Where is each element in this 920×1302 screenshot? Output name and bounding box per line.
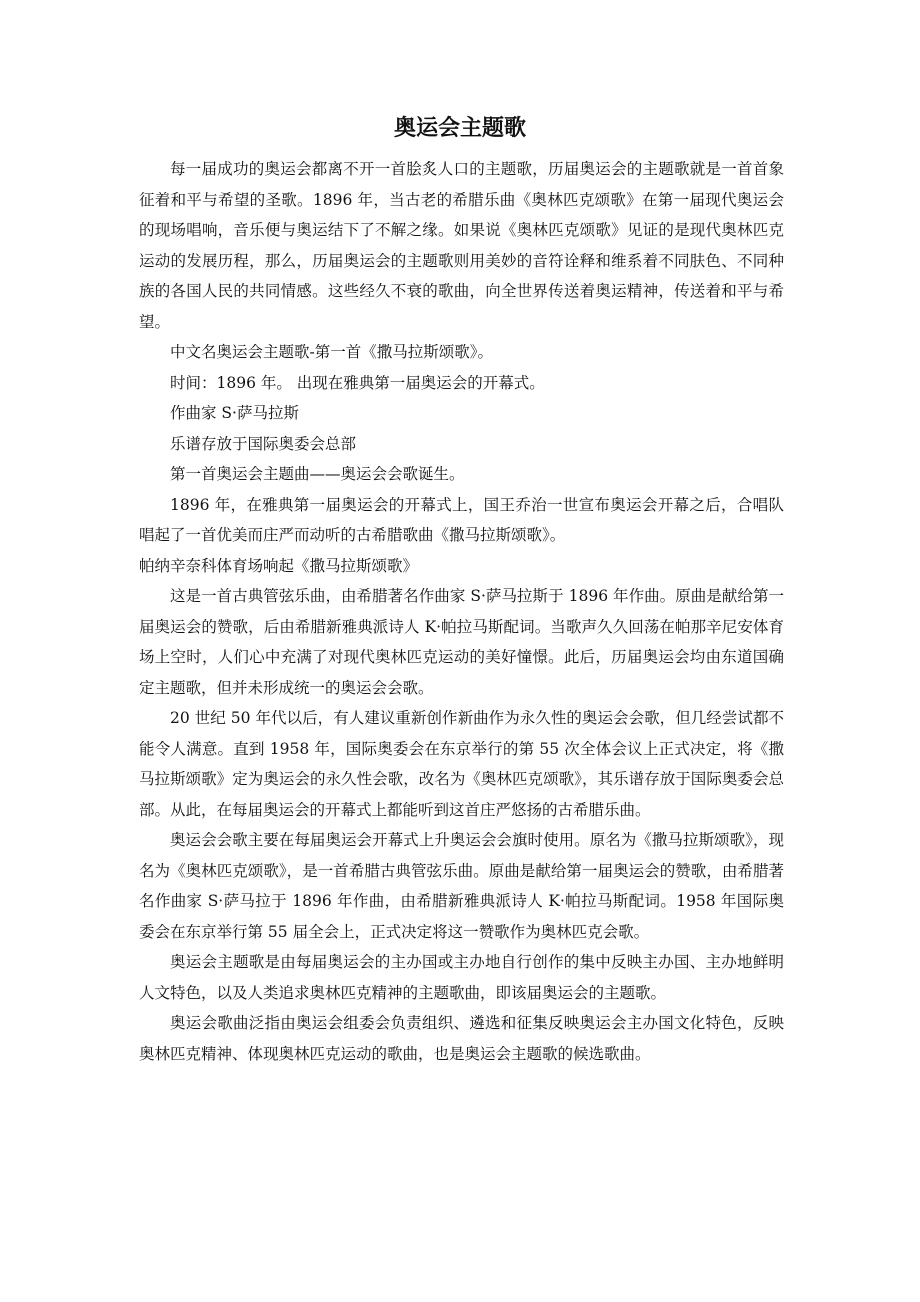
document-title: 奥运会主题歌 — [393, 116, 526, 141]
paragraph-orchestral-piece: 这是一首古典管弦乐曲，由希腊著名作曲家 S·萨马拉斯于 1896 年作曲。原曲是献给第一届奥运会的赞歌，后由希腊新雅典派诗人 K·帕拉马斯配词。当歌声久久回荡在帕那辛尼安体育场上空时，人们心中充满了对现代奥林匹克运动的美好憧憬。此后，历届奥运会均由东道国确定主题歌，但并未形成统一的奥运会会歌。 — [139, 587, 784, 697]
paragraph-1896-opening: 1896 年，在雅典第一届奥运会的开幕式上，国王乔治一世宣布奥运会开幕之后，合唱队唱起了一首优美而庄严而动听的古希腊歌曲《撒马拉斯颂歌》。 — [139, 495, 784, 544]
document-body — [139, 154, 784, 1069]
paragraph-stadium-caption: 帕纳辛奈科体育场响起《撒马拉斯颂歌》 — [139, 556, 419, 575]
paragraph-theme-song-definition: 奥运会主题歌是由每届奥运会的主办国或主办地自行创作的集中反映主办国、主办地鲜明人文特色，以及人类追求奥林匹克精神的主题歌曲，即该届奥运会的主题歌。 — [139, 953, 784, 1002]
paragraph-1958-decision: 20 世纪 50 年代以后，有人建议重新创作新曲作为永久性的奥运会会歌，但几经尝试都不能令人满意。直到 1958 年，国际奥委会在东京举行的第 55 次全体会议上正式决定，将《撒马拉斯颂歌》定为奥运会的永久性会歌，改名为《奥林匹克颂歌》，其乐谱存放于国际奥委会总部。从此，在每届奥运会的开幕式上都能听到这首庄严悠扬的古希腊乐曲。 — [139, 709, 784, 819]
paragraph-composer: 作曲家 S·萨马拉斯 — [170, 404, 299, 422]
paragraph-first-anthem: 第一首奥运会主题曲——奥运会会歌诞生。 — [170, 465, 465, 483]
paragraph-chinese-name: 中文名奥运会主题歌-第一首《撒马拉斯颂歌》。 — [170, 343, 493, 361]
paragraph-time: 时间：1896 年。 出现在雅典第一届奥运会的开幕式。 — [170, 373, 545, 392]
paragraph-intro: 每一届成功的奥运会都离不开一首脍炙人口的主题歌，历届奥运会的主题歌就是一首首象征着和平与希望的圣歌。1896 年，当古老的希腊乐曲《奥林匹克颂歌》在第一届现代奥运会的现场唱响，音乐便与奥运结下了不解之缘。如果说《奥林匹克颂歌》见证的是现代奥林匹克运动的发展历程，那么，历届奥运会的主题歌则用美妙的音符诠释和维系着不同肤色、不同种族的各国人民的共同情感。这些经久不衰的歌曲，向全世界传送着奥运精神，传送着和平与希望。 — [139, 160, 784, 331]
paragraph-anthem-usage: 奥运会会歌主要在每届奥运会开幕式上升奥运会会旗时使用。原名为《撒马拉斯颂歌》，现名为《奥林匹克颂歌》，是一首希腊古典管弦乐曲。原曲是献给第一届奥运会的赞歌，由希腊著名作曲家 S·萨马拉于 1896 年作曲，由希腊新雅典派诗人 K·帕拉马斯配词。1958 年国际奥委会在东京举行第 55 届全会上，正式决定将这一赞歌作为奥林匹克会歌。 — [139, 831, 784, 941]
paragraph-score-location: 乐谱存放于国际奥委会总部 — [170, 434, 357, 453]
paragraph-olympic-songs: 奥运会歌曲泛指由奥运会组委会负责组织、遴选和征集反映奥运会主办国文化特色，反映奥林匹克精神、体现奥林匹克运动的歌曲，也是奥运会主题歌的候选歌曲。 — [139, 1014, 784, 1063]
